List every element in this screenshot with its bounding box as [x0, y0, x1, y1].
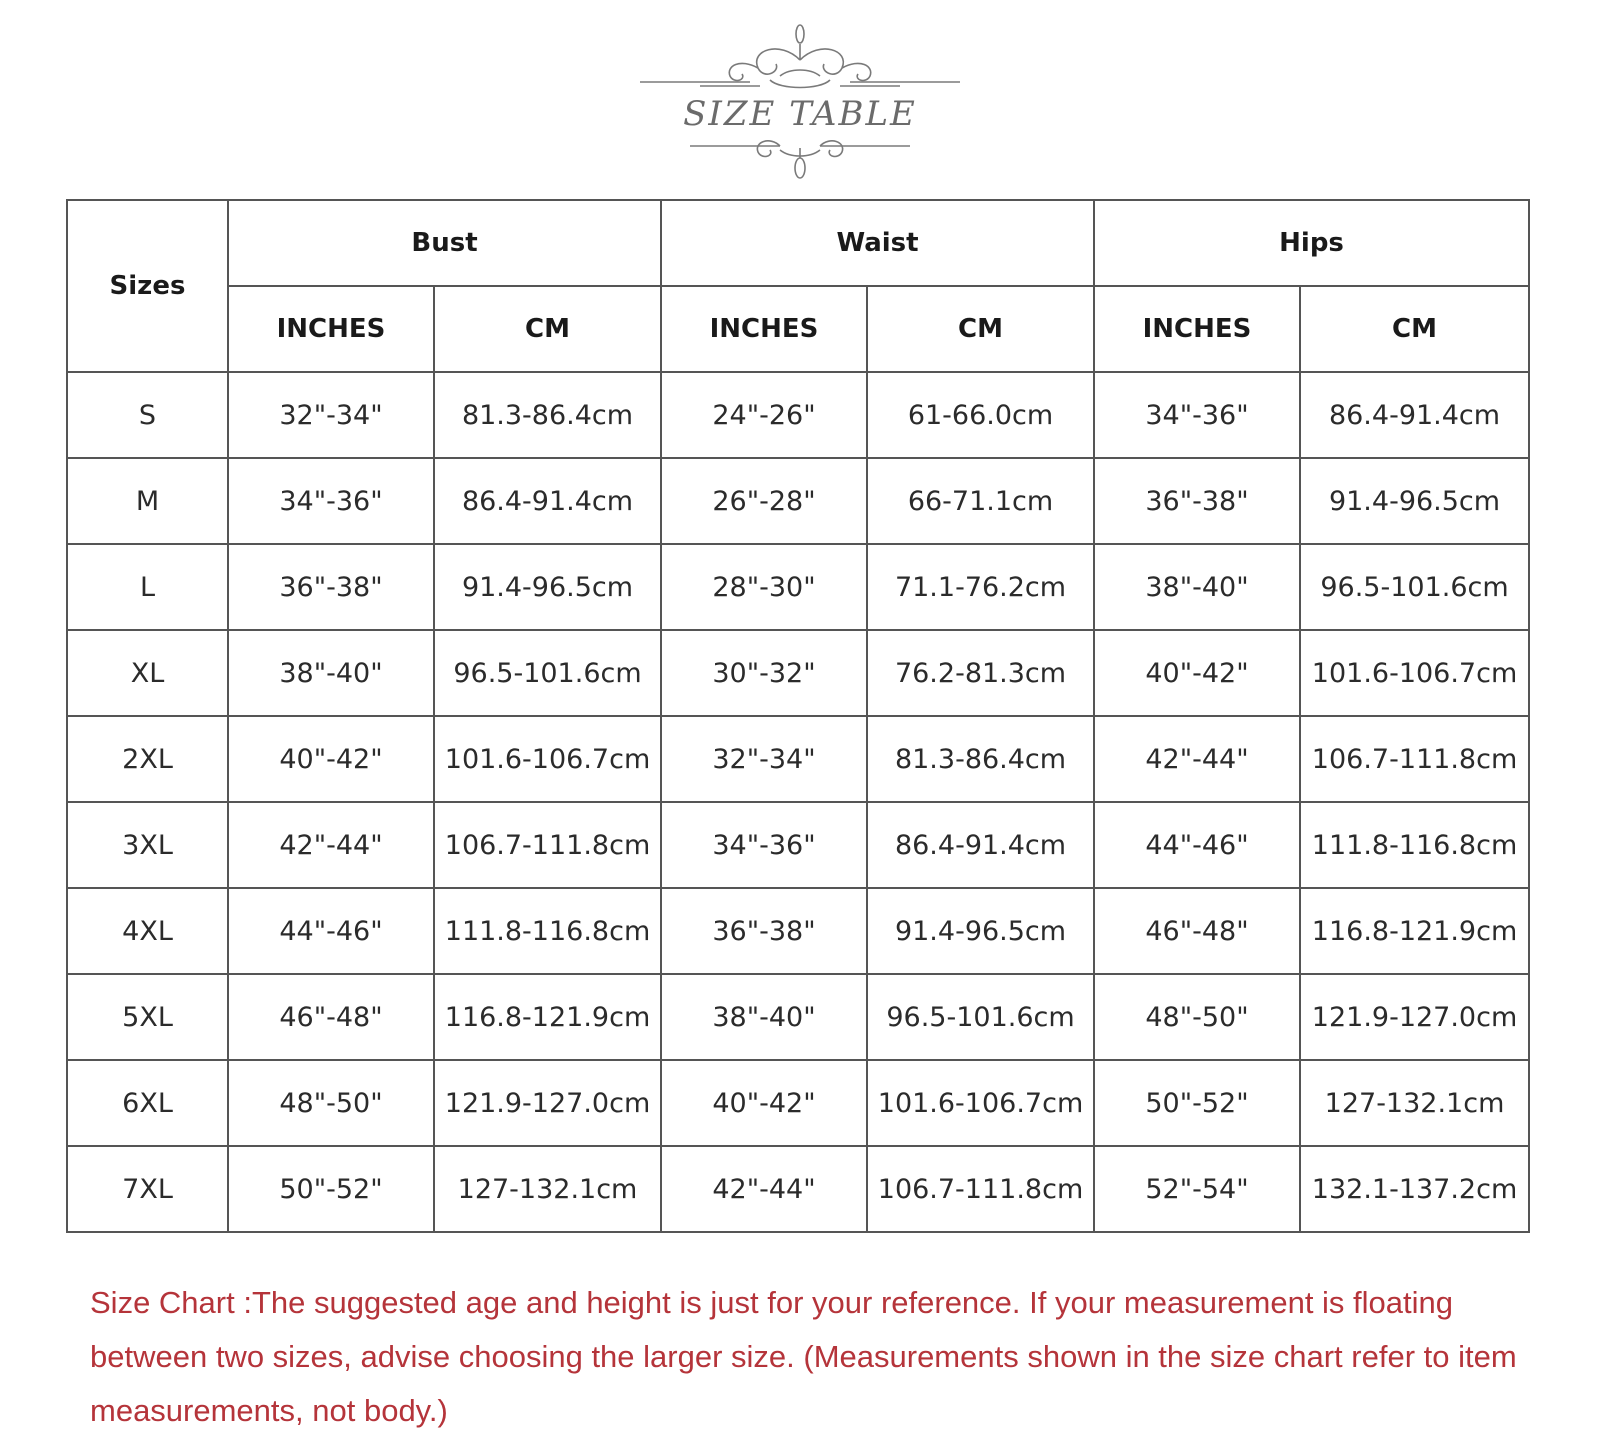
size-cell: L: [67, 544, 228, 630]
table-row: [67, 802, 1529, 888]
table-cell: 24"-26": [661, 372, 867, 458]
table-cell: 116.8-121.9cm: [434, 974, 661, 1060]
table-cell: 40"-42": [661, 1060, 867, 1146]
table-cell: 91.4-96.5cm: [434, 544, 661, 630]
size-cell: 5XL: [67, 974, 228, 1060]
table-cell: 132.1-137.2cm: [1300, 1146, 1529, 1232]
table-cell: 106.7-111.8cm: [1300, 716, 1529, 802]
size-cell: 3XL: [67, 802, 228, 888]
table-cell: 46"-48": [1094, 888, 1300, 974]
table-cell: 91.4-96.5cm: [1300, 458, 1529, 544]
unit-header: CM: [1300, 286, 1529, 372]
size-cell: 7XL: [67, 1146, 228, 1232]
table-cell: 48"-50": [1094, 974, 1300, 1060]
table-cell: 44"-46": [228, 888, 434, 974]
size-table-logo: [630, 20, 970, 190]
table-cell: 76.2-81.3cm: [867, 630, 1094, 716]
table-cell: 32"-34": [228, 372, 434, 458]
table-cell: 34"-36": [1094, 372, 1300, 458]
table-cell: 71.1-76.2cm: [867, 544, 1094, 630]
table-cell: 91.4-96.5cm: [867, 888, 1094, 974]
table-cell: 96.5-101.6cm: [867, 974, 1094, 1060]
table-cell: 50"-52": [228, 1146, 434, 1232]
table-cell: 32"-34": [661, 716, 867, 802]
table-cell: 101.6-106.7cm: [867, 1060, 1094, 1146]
hips-header: Hips: [1094, 200, 1529, 286]
table-row: [67, 630, 1529, 716]
table-cell: 48"-50": [228, 1060, 434, 1146]
table-cell: 38"-40": [661, 974, 867, 1060]
table-cell: 30"-32": [661, 630, 867, 716]
table-cell: 38"-40": [1094, 544, 1300, 630]
bust-header: Bust: [228, 200, 661, 286]
table-cell: 127-132.1cm: [434, 1146, 661, 1232]
table-cell: 96.5-101.6cm: [1300, 544, 1529, 630]
sizes-header: Sizes: [67, 200, 228, 372]
logo-text: SIZE TABLE: [683, 94, 917, 134]
table-row: [67, 458, 1529, 544]
table-cell: 106.7-111.8cm: [867, 1146, 1094, 1232]
header-row-groups: [67, 200, 1529, 286]
table-cell: 28"-30": [661, 544, 867, 630]
unit-header: CM: [434, 286, 661, 372]
table-cell: 40"-42": [1094, 630, 1300, 716]
table-cell: 86.4-91.4cm: [1300, 372, 1529, 458]
table-cell: 116.8-121.9cm: [1300, 888, 1529, 974]
table-cell: 44"-46": [1094, 802, 1300, 888]
size-cell: XL: [67, 630, 228, 716]
size-table: [66, 199, 1530, 1233]
table-cell: 42"-44": [661, 1146, 867, 1232]
table-row: [67, 372, 1529, 458]
table-cell: 36"-38": [1094, 458, 1300, 544]
size-chart-note: Size Chart :The suggested age and height is just for your reference. If your measurement is floating between two sizes, advise choosing the larger size. (Measurements shown in the size chart refer to item measurements, not body.): [90, 1285, 1517, 1428]
table-cell: 34"-36": [228, 458, 434, 544]
table-row: [67, 716, 1529, 802]
table-cell: 81.3-86.4cm: [867, 716, 1094, 802]
table-cell: 111.8-116.8cm: [434, 888, 661, 974]
table-cell: 111.8-116.8cm: [1300, 802, 1529, 888]
table-cell: 40"-42": [228, 716, 434, 802]
table-cell: 42"-44": [228, 802, 434, 888]
unit-header: INCHES: [1094, 286, 1300, 372]
table-row: [67, 1060, 1529, 1146]
unit-header: CM: [867, 286, 1094, 372]
unit-header: INCHES: [228, 286, 434, 372]
size-rows: [67, 372, 1529, 1232]
table-cell: 52"-54": [1094, 1146, 1300, 1232]
table-cell: 34"-36": [661, 802, 867, 888]
table-cell: 36"-38": [228, 544, 434, 630]
header-row-units: [67, 286, 1529, 372]
table-cell: 66-71.1cm: [867, 458, 1094, 544]
table-cell: 127-132.1cm: [1300, 1060, 1529, 1146]
table-cell: 96.5-101.6cm: [434, 630, 661, 716]
unit-header: INCHES: [661, 286, 867, 372]
table-cell: 42"-44": [1094, 716, 1300, 802]
table-cell: 121.9-127.0cm: [434, 1060, 661, 1146]
table-row: [67, 544, 1529, 630]
size-cell: 4XL: [67, 888, 228, 974]
table-cell: 38"-40": [228, 630, 434, 716]
table-row: [67, 1146, 1529, 1232]
table-cell: 61-66.0cm: [867, 372, 1094, 458]
table-row: [67, 974, 1529, 1060]
table-cell: 101.6-106.7cm: [1300, 630, 1529, 716]
waist-header: Waist: [661, 200, 1094, 286]
table-cell: 26"-28": [661, 458, 867, 544]
table-cell: 106.7-111.8cm: [434, 802, 661, 888]
table-cell: 36"-38": [661, 888, 867, 974]
size-cell: M: [67, 458, 228, 544]
table-cell: 46"-48": [228, 974, 434, 1060]
table-cell: 86.4-91.4cm: [867, 802, 1094, 888]
size-cell: 2XL: [67, 716, 228, 802]
table-cell: 81.3-86.4cm: [434, 372, 661, 458]
table-cell: 86.4-91.4cm: [434, 458, 661, 544]
table-cell: 101.6-106.7cm: [434, 716, 661, 802]
size-cell: S: [67, 372, 228, 458]
size-cell: 6XL: [67, 1060, 228, 1146]
table-cell: 50"-52": [1094, 1060, 1300, 1146]
table-row: [67, 888, 1529, 974]
table-cell: 121.9-127.0cm: [1300, 974, 1529, 1060]
